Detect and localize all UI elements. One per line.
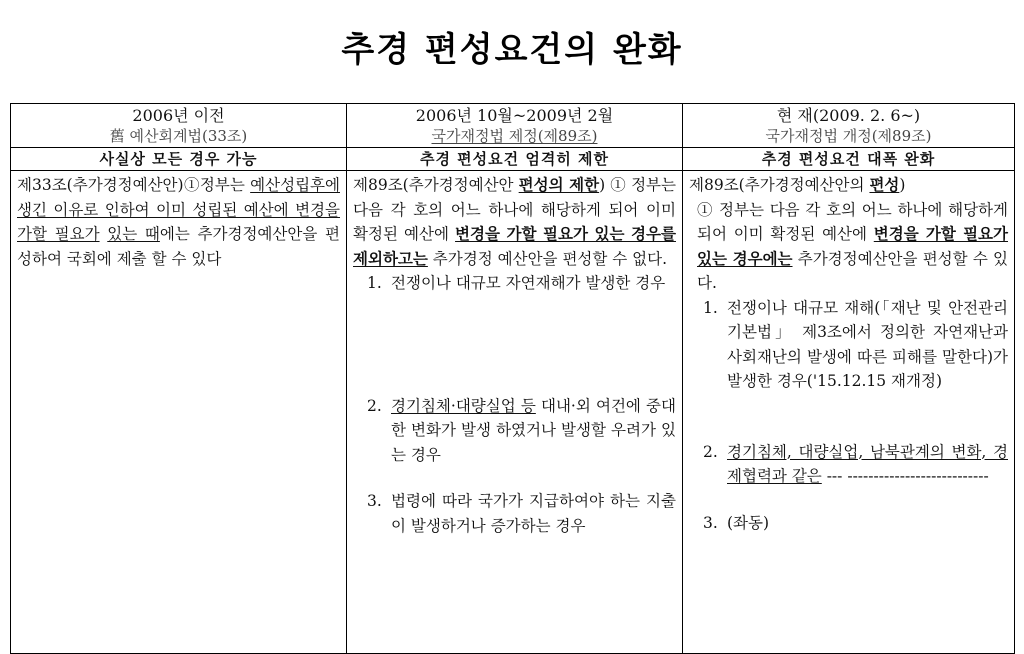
law-label: 국가재정법 제정(제89조) — [431, 127, 598, 145]
list-item: 1. 전쟁이나 대규모 자연재해가 발생한 경우 — [367, 274, 666, 292]
list-item: 1. 전쟁이나 대규모 재해(「재난 및 안전관리 기본법」 제3조에서 정의한 자연재난과 사회재난의 발생에 따른 피해를 말한다)가 발생한 경우('15.12.15 재개정) — [703, 298, 1008, 390]
header-cell-1 — [11, 104, 347, 148]
list-item: 2. 경기침체, 대량실업, 남북관계의 변화, 경제협력과 같은 --- --------------------------- — [703, 442, 1008, 485]
summary-cell-1: 사실상 모든 경우 가능 — [11, 148, 347, 171]
article-89-original-text: 제89조(추가경정예산안 편성의 제한) ① 정부는 다음 각 호의 어느 하나에 해당하게 되어 이미 확정된 예산에 변경을 가할 필요가 있는 경우를 제외하고는 추가경정 예산안을 편성할 수 없다. — [353, 175, 676, 268]
content-cell-1 — [11, 171, 347, 654]
content-cell-2 — [347, 171, 683, 654]
law-label: 국가재정법 개정(제89조) — [765, 127, 932, 145]
item-list — [353, 271, 676, 538]
page-title: 추경 편성요건의 완화 — [341, 30, 683, 70]
article-89-amended-text: ① 정부는 다음 각 호의 어느 하나에 해당하게 되어 이미 확정된 예산에 변경을 가할 필요가 있는 경우에는 추가경정예산안을 편성할 수 있다. — [697, 200, 1008, 292]
summary-cell-2: 추경 편성요건 엄격히 제한 — [347, 148, 683, 171]
header-row — [11, 104, 1015, 148]
list-item: 2. 경기침체·대량실업 등 대내·외 여건에 중대한 변화가 발생 하였거나 발생할 우려가 있는 경우 — [367, 396, 676, 464]
article-89-amended-heading: 제89조(추가경정예산안의 편성) — [689, 175, 906, 194]
period-label: 2006년 이전 — [132, 106, 225, 125]
item-list — [689, 296, 1008, 536]
law-label: 舊 예산회계법(33조) — [109, 127, 248, 145]
comparison-table — [10, 103, 1015, 654]
article-33-text: 제33조(추가경정예산안)①정부는 예산성립후에 생긴 이유로 인하여 이미 성립된 예산에 변경을 가할 필요가 있는 때에는 추가경정예산안을 편성하여 국회에 제출 할 수 있다 — [17, 176, 340, 268]
period-label: 현 재(2009. 2. 6~) — [776, 106, 921, 125]
summary-cell-3: 추경 편성요건 대폭 완화 — [683, 148, 1015, 171]
header-cell-2 — [347, 104, 683, 148]
content-cell-3 — [683, 171, 1015, 654]
header-cell-3 — [683, 104, 1015, 148]
content-row — [11, 171, 1015, 654]
period-label: 2006년 10월~2009년 2월 — [415, 106, 614, 125]
list-item: 3. 법령에 따라 국가가 지급하여야 하는 지출이 발생하거나 증가하는 경우 — [367, 492, 676, 535]
summary-row — [11, 148, 1015, 171]
list-item: 3. (좌동) — [703, 513, 770, 532]
